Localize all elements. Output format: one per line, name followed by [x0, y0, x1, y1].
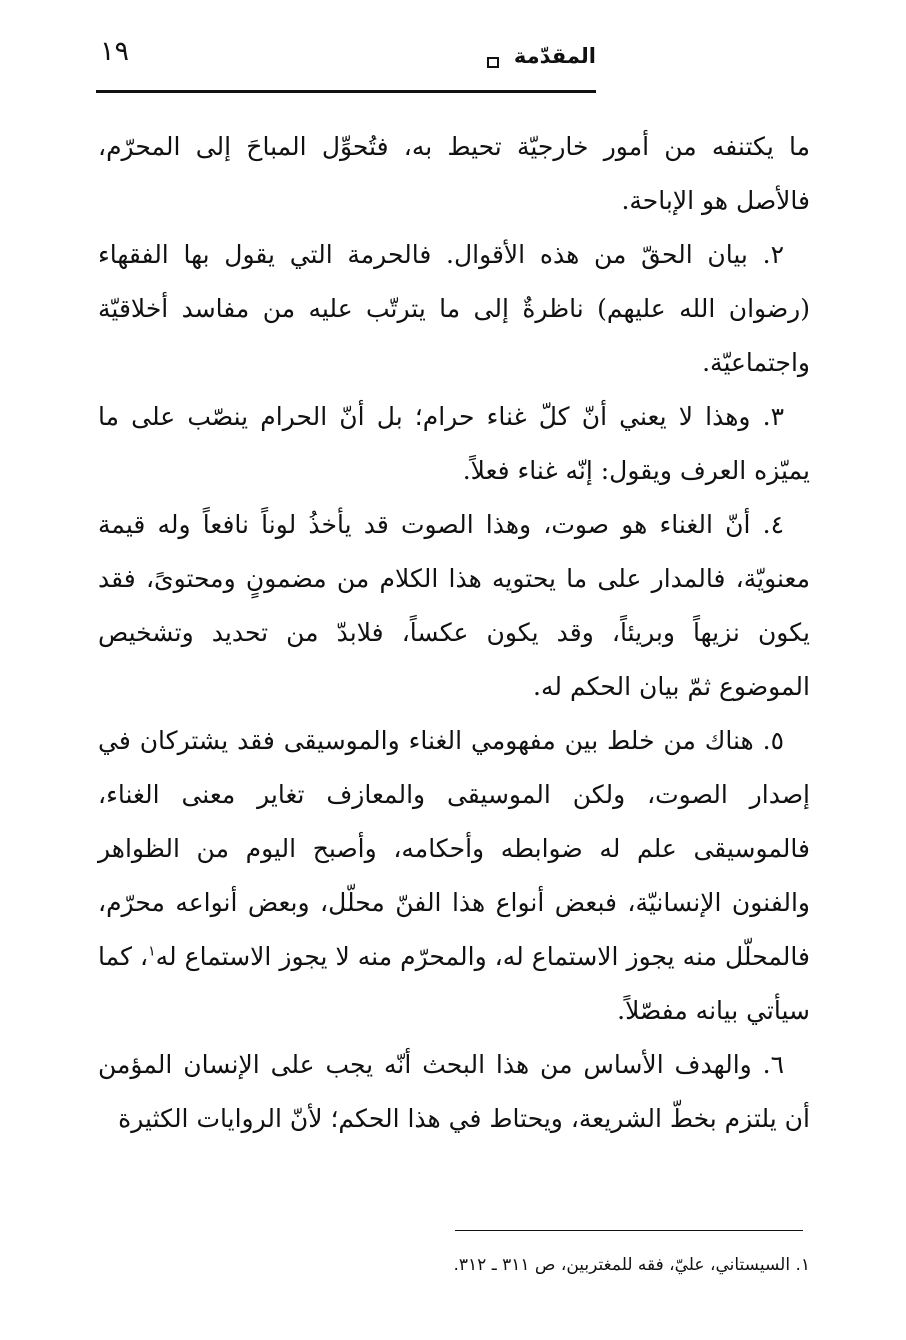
paragraph-point-5-text: ٥. هناك من خلط بين مفهومي الغناء والموسيقى فقد يشتركان في إصدار الصوت، ولكن الموسيقى والمعازف تغاير معنى الغناء، فالموسيقى علم له ضوابطه وأحكامه، وأصبح اليوم من الظواهر والفنون الإنسانيّة، فبعض أنواع هذا الفنّ محلّل، وبعض أنواعه محرّم، فالمحلّل منه يجوز الاستماع له، والمحرّم منه لا يجوز الاستماع له [98, 726, 810, 971]
paragraph-point-5 [98, 714, 810, 1038]
header-divider [96, 90, 596, 93]
paragraph-point-5-tail: ، كما سيأتي بيانه مفصّلاً. [98, 942, 810, 1025]
square-ornament-icon [487, 57, 499, 68]
paragraph-point-3: ٣. وهذا لا يعني أنّ كلّ غناء حرام؛ بل أنّ الحرام ينصّب على ما يميّزه العرف ويقول: إنّه غناء فعلاً. [98, 402, 810, 485]
footnote: ١. السيستاني، عليّ، فقه للمغتربين، ص ٣١١ ـ ٣١٢. [453, 1255, 810, 1275]
body-text [98, 120, 810, 1146]
paragraph-point-4: ٤. أنّ الغناء هو صوت، وهذا الصوت قد يأخذُ لوناً نافعاً وله قيمة معنويّة، فالمدار على ما يحتويه هذا الكلام من مضمونٍ ومحتوىً، فقد يكون نزيهاً وبريئاً، وقد يكون عكساً، فلابدّ من تحديد وتشخيص الموضوع ثمّ بيان الحكم له. [98, 510, 810, 701]
chapter-title: المقدّمة [513, 44, 596, 68]
footnote-reference[interactable]: ١ [148, 943, 156, 960]
running-header [96, 34, 596, 84]
footnote-divider [455, 1230, 803, 1231]
paragraph-point-2: ٢. بيان الحقّ من هذه الأقوال. فالحرمة التي يقول بها الفقهاء (رضوان الله عليهم) ناظرةٌ إلى ما يترتّب عليه من مفاسد أخلاقيّة واجتماعيّة. [98, 240, 810, 377]
paragraph-point-6: ٦. والهدف الأساس من هذا البحث أنّه يجب على الإنسان المؤمن أن يلتزم بخطّ الشريعة، ويحتاط في هذا الحكم؛ لأنّ الروايات الكثيرة [98, 1050, 810, 1133]
page-number: ١٩ [100, 36, 130, 67]
paragraph-continuation: ما يكتنفه من أمور خارجيّة تحيط به، فتُحوِّل المباحَ إلى المحرّم، فالأصل هو الإباحة. [98, 132, 810, 215]
